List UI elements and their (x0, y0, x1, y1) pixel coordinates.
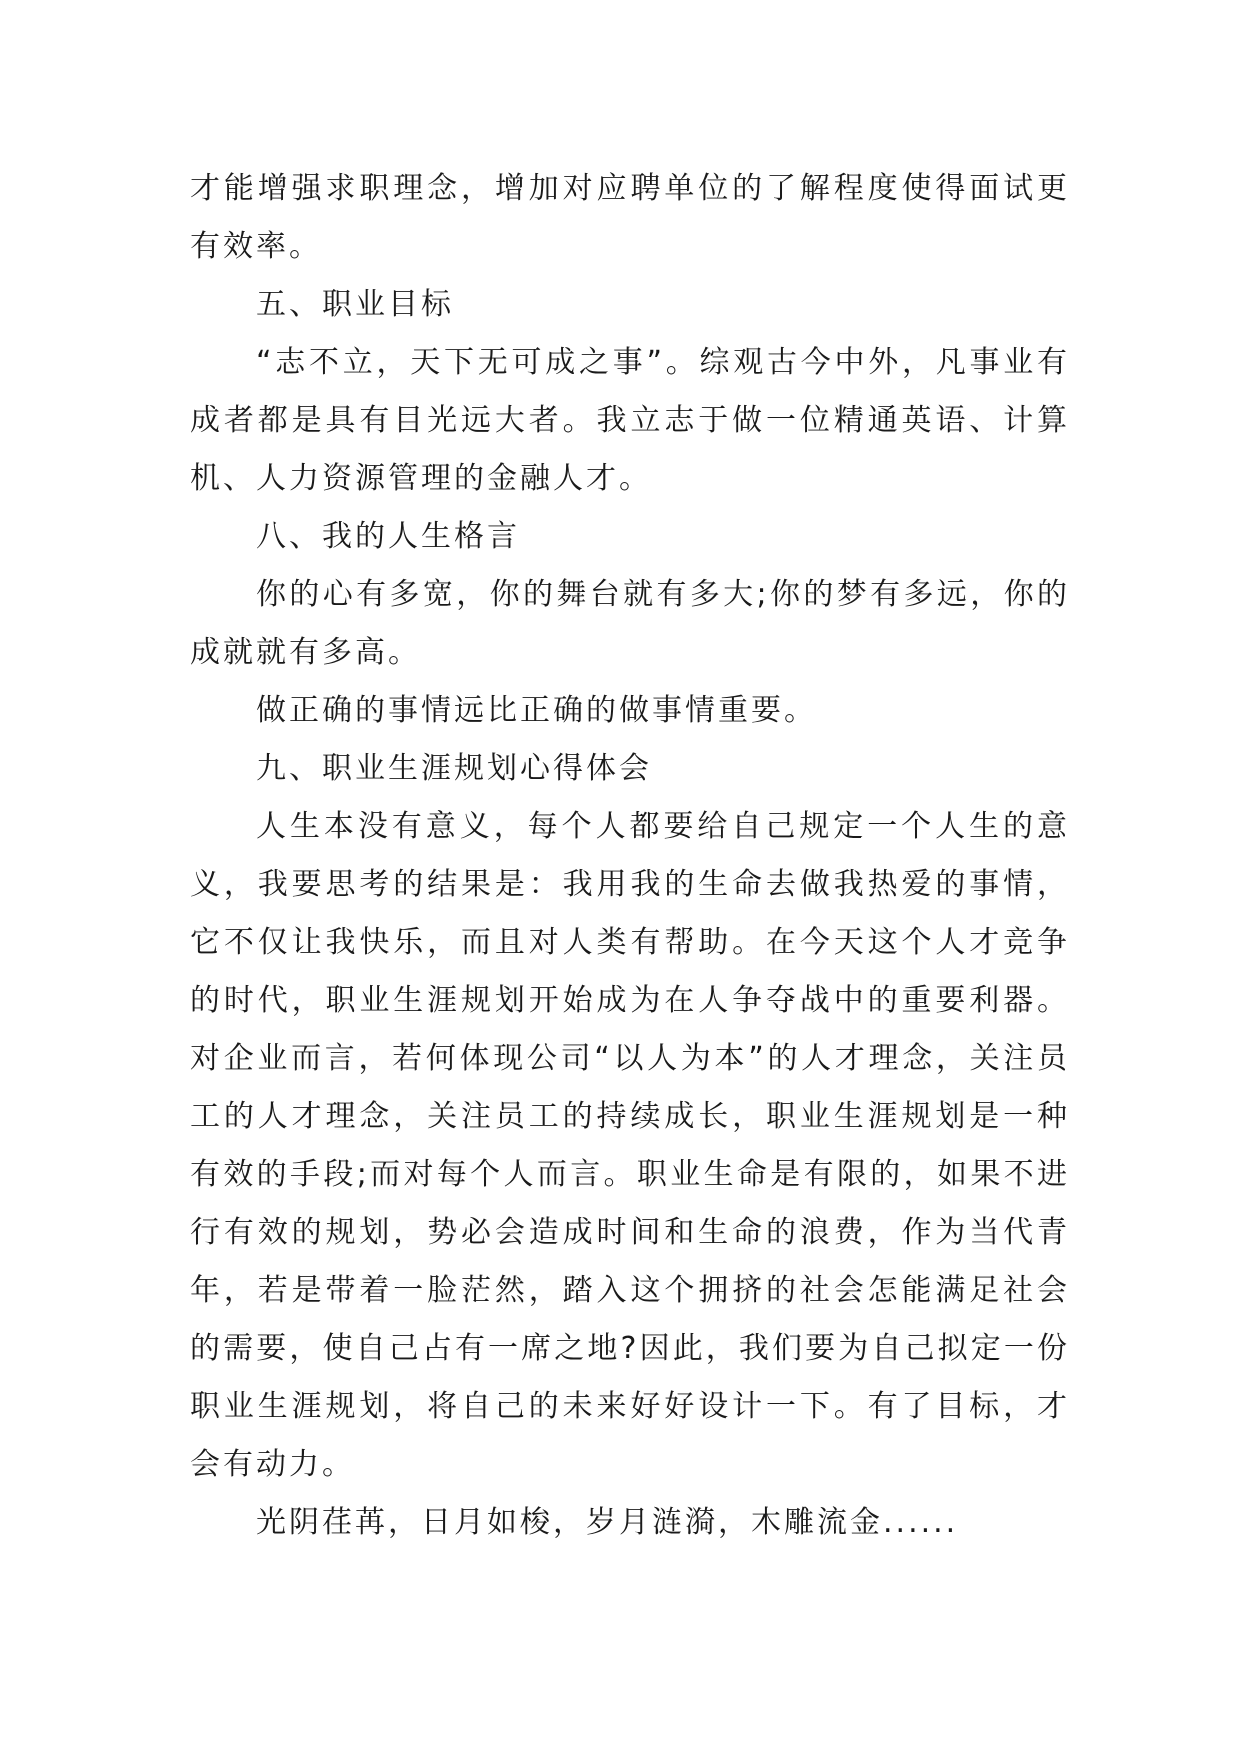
paragraph-motto-1: 你的心有多宽，你的舞台就有多大;你的梦有多远，你的成就就有多高。 (190, 577, 1070, 670)
paragraph-closing: 光阴荏苒，日月如梭，岁月涟漪，木雕流金...... (256, 1505, 959, 1540)
paragraph-motto-2: 做正确的事情远比正确的做事情重要。 (256, 693, 817, 728)
document-body (190, 160, 1070, 1552)
paragraph-continuation: 才能增强求职理念，增加对应聘单位的了解程度使得面试更有效率。 (190, 171, 1070, 264)
heading-reflections: 九、职业生涯规划心得体会 (256, 751, 652, 786)
heading-career-goal: 五、职业目标 (256, 287, 454, 322)
heading-life-motto: 八、我的人生格言 (256, 519, 520, 554)
paragraph-reflections: 人生本没有意义，每个人都要给自己规定一个人生的意义，我要思考的结果是：我用我的生命去做我热爱的事情，它不仅让我快乐，而且对人类有帮助。在今天这个人才竞争的时代，职业生涯规划开始成为在人争夺战中的重要利器。对企业而言，若何体现公司“以人为本”的人才理念，关注员工的人才理念，关注员工的持续成长，职业生涯规划是一种有效的手段;而对每个人而言。职业生命是有限的，如果不进行有效的规划，势必会造成时间和生命的浪费，作为当代青年，若是带着一脸茫然，踏入这个拥挤的社会怎能满足社会的需要，使自己占有一席之地?因此，我们要为自己拟定一份职业生涯规划，将自己的未来好好设计一下。有了目标，才会有动力。 (190, 809, 1070, 1482)
paragraph-career-goal: “志不立，天下无可成之事”。综观古今中外，凡事业有成者都是具有目光远大者。我立志于做一位精通英语、计算机、人力资源管理的金融人才。 (190, 345, 1070, 496)
